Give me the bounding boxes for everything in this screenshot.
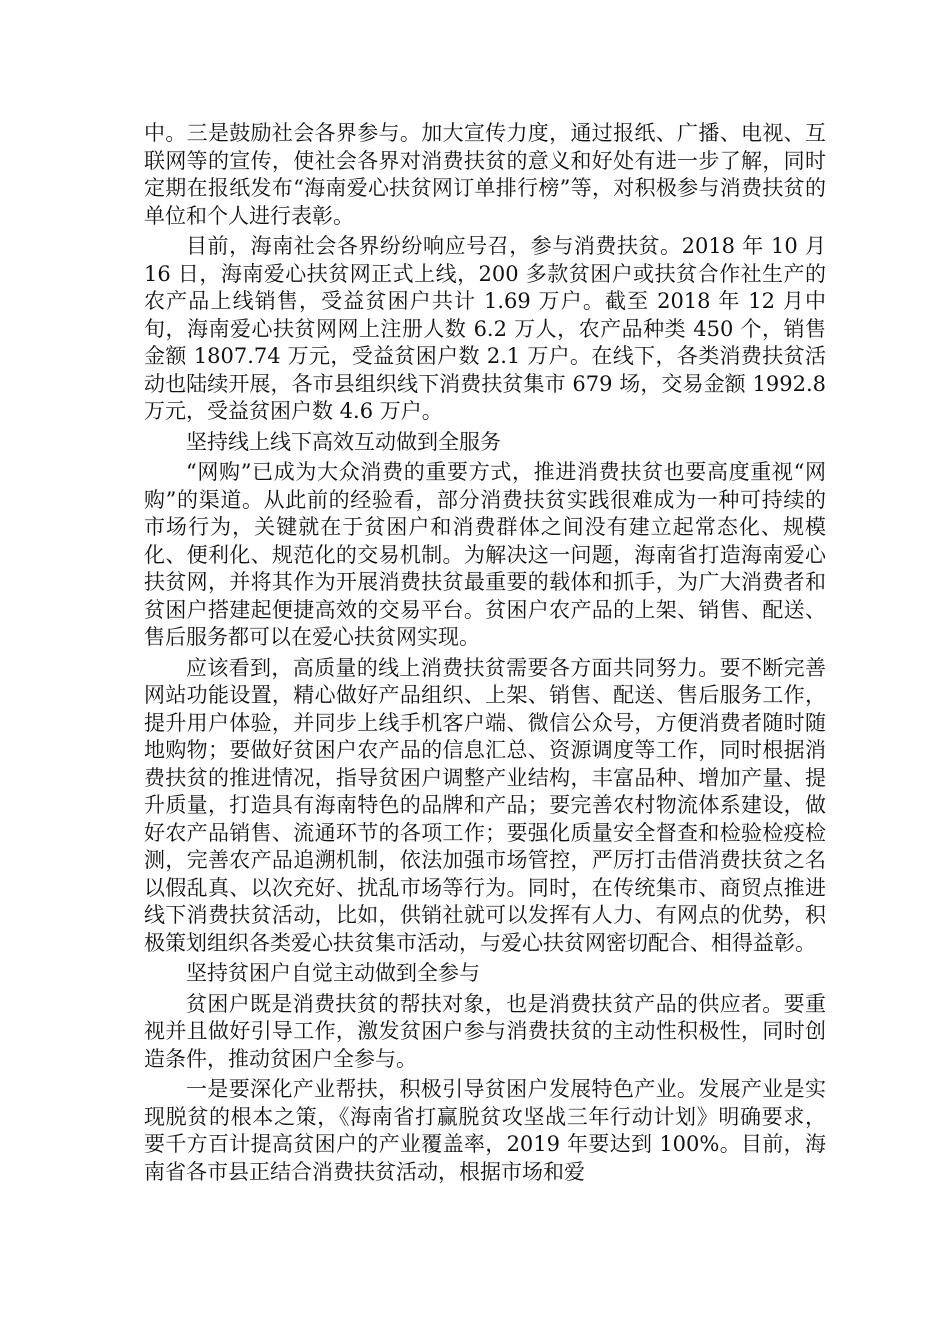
paragraph-industry-support: 一是要深化产业帮扶，积极引导贫困户发展特色产业。发展产业是实现脱贫的根本之策，《海南省打赢脱贫攻坚战三年行动计划》明确要求，要千方百计提高贫困户的产业覆盖率，2019 年要达到 100%。目前，海南省各市县正结合消费扶贫活动，根据市场和爱 [144, 1077, 827, 1184]
paragraph-online-shopping: “网购”已成为大众消费的重要方式，推进消费扶贫也要高度重视“网购”的渠道。从此前的经验看，部分消费扶贫实践很难成为一种可持续的市场行为，关键就在于贫困户和消费群体之间没有建立起常态化、规模化、便利化、规范化的交易机制。为解决这一问题，海南省打造海南爱心扶贫网，并将其作为开展消费扶贫最重要的载体和抓手，为广大消费者和贫困户搭建起便捷高效的交易平台。贫困户农产品的上架、销售、配送、售后服务都可以在爱心扶贫网实现。 [144, 460, 826, 649]
section-heading-participation: 坚持贫困户自觉主动做到全参与 [186, 961, 480, 985]
section-heading-online-offline: 坚持线上线下高效互动做到全服务 [186, 429, 501, 454]
document-body [144, 120, 826, 1189]
paragraph-continuation: 中。三是鼓励社会各界参与。加大宣传力度，通过报纸、广播、电视、互联网等的宣传，使社会各界对消费扶贫的意义和好处有进一步了解，同时定期在报纸发布“海南爱心扶贫网订单排行榜”等，对积极参与消费扶贫的单位和个人进行表彰。 [144, 121, 826, 228]
paragraph-poor-households: 贫困户既是消费扶贫的帮扶对象，也是消费扶贫产品的供应者。要重视并且做好引导工作，激发贫困户参与消费扶贫的主动性积极性，同时创造条件，推动贫困户全参与。 [144, 991, 826, 1071]
paragraph-quality-online: 应该看到，高质量的线上消费扶贫需要各方面共同努力。要不断完善网站功能设置，精心做好产品组织、上架、销售、配送、售后服务工作，提升用户体验，并同步上线手机客户端、微信公众号，方便消费者随时随地购物；要做好贫困户农产品的信息汇总、资源调度等工作，同时根据消费扶贫的推进情况，指导贫困户调整产业结构，丰富品种、增加产量、提升质量，打造具有海南特色的品牌和产品；要完善农村物流体系建设，做好农产品销售、流通环节的各项工作；要强化质量安全督查和检验检疫检测，完善农产品追溯机制，依法加强市场管控，严厉打击借消费扶贫之名以假乱真、以次充好、扰乱市场等行为。同时，在传统集市、商贸点推进线下消费扶贫活动，比如，供销社就可以发挥有人力、有网点的优势，积极策划组织各类爱心扶贫集市活动，与爱心扶贫网密切配合、相得益彰。 [144, 655, 826, 955]
paragraph-hainan-status: 目前，海南社会各界纷纷响应号召，参与消费扶贫。2018 年 10 月 16 日，海南爱心扶贫网正式上线，200 多款贫困户或扶贫合作社生产的农产品上线销售，受益贫困户共计 1.69 万户。截至 2018 年 12 月中旬，海南爱心扶贫网网上注册人数 6.2 万人，农产品种类 450 个，销售金额 1807.74 万元，受益贫困户数 2.1 万户。在线下，各类消费扶贫活动也陆续开展，各市县组织线下消费扶贫集市 679 场，交易金额 1992.8 万元，受益贫困户数 4.6 万户。 [144, 234, 826, 423]
